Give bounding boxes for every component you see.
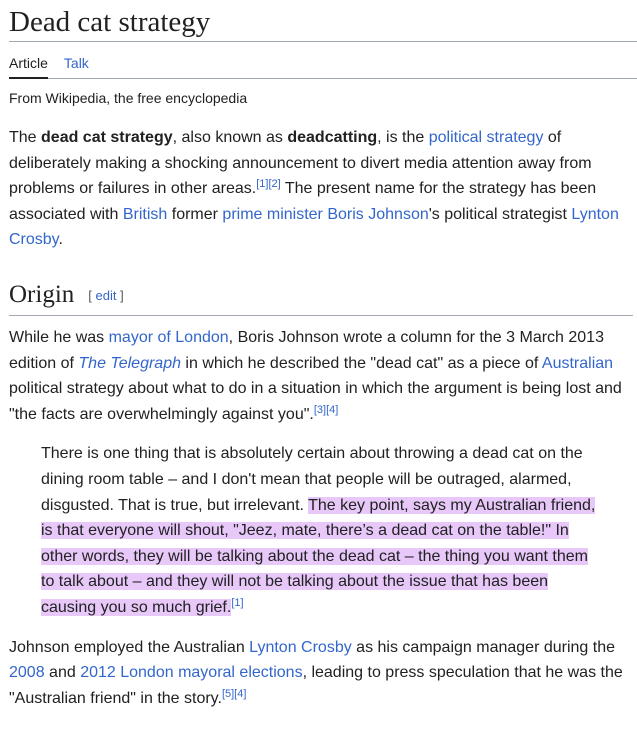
link-lynton-crosby[interactable]: Lynton Crosby (249, 638, 352, 656)
origin-paragraph-2 (9, 635, 629, 712)
bold-term-dead-cat-strategy: dead cat strategy (41, 129, 173, 146)
lead-paragraph (9, 125, 624, 253)
link-prime-minister[interactable]: prime minister (222, 205, 323, 223)
text: and (44, 664, 81, 682)
text: , also known as (172, 129, 288, 146)
citation-4[interactable]: [4] (326, 403, 339, 416)
page-title: Dead cat strategy (9, 0, 637, 42)
text: former (167, 205, 223, 223)
origin-paragraph-1 (9, 325, 624, 427)
citation-3[interactable]: [3] (313, 403, 327, 416)
link-the-telegraph[interactable]: The Telegraph (78, 354, 181, 372)
edit-bracket: [ (88, 287, 96, 303)
site-tagline: From Wikipedia, the free encyclopedia (9, 90, 248, 106)
link-2008[interactable]: 2008 (9, 664, 45, 682)
citation-4[interactable]: [4] (234, 687, 247, 700)
link-lynton-crosby[interactable]: Lynton Crosby (9, 205, 619, 249)
text: Johnson employed the Australian (9, 638, 250, 656)
bold-term-deadcatting: deadcatting (287, 129, 378, 146)
section-heading-origin (9, 279, 633, 316)
block-quote (9, 441, 601, 620)
edit-section-link (88, 288, 123, 303)
text: of deliberately making a shocking announcement to divert media attention away from problems or failures in other areas. (9, 129, 592, 198)
text: , is the (377, 129, 429, 146)
citation-1[interactable]: [1] (231, 596, 244, 609)
text: in which he described the "dead cat" as a piece of (180, 354, 542, 372)
text: , Boris Johnson wrote a column for the 3 March 2013 edition of (9, 328, 604, 372)
highlighted-quote-text: The key point, says my Australian friend, is that everyone will shout, "Jeez, mate, there’s a dead cat on the table!" In other words, they will be talking about the dead cat – the thing you want them to talk about – and they will not be talking about the issue that has been causing you so much grief. (41, 496, 596, 616)
edit-link[interactable]: edit (95, 287, 117, 303)
text: The present name for the strategy has been associated with (9, 180, 597, 223)
text: While he was (9, 328, 109, 346)
text: The (9, 129, 42, 146)
link-boris-johnson[interactable]: Boris Johnson (327, 205, 429, 223)
citation-5[interactable]: [5] (221, 687, 235, 700)
tab-article[interactable]: Article (9, 55, 48, 79)
namespace-tabs (9, 42, 637, 79)
citation-2[interactable]: [2] (268, 178, 281, 191)
text: , leading to press speculation that he was the "Australian friend" in the story. (9, 664, 623, 707)
link-political-strategy[interactable]: political strategy (428, 129, 544, 146)
text: political strategy about what to do in a situation in which the argument is being lost and "the facts are overwhelmingly against you". (9, 380, 622, 423)
citation-1[interactable]: [1] (256, 178, 269, 191)
link-british[interactable]: British (122, 205, 168, 223)
text: 's political strategist (428, 205, 572, 223)
link-2012-london-mayoral-elections[interactable]: 2012 London mayoral elections (80, 664, 303, 682)
section-title: Origin (9, 280, 75, 308)
text: . (58, 231, 63, 249)
quote-text: There is one thing that is absolutely certain about throwing a dead cat on the dining room table – and I don't mean that people will be outraged, alarmed, disgusted. That is true, but irrelevant. (41, 445, 583, 514)
edit-bracket: ] (116, 287, 124, 303)
tab-talk[interactable]: Talk (63, 55, 89, 71)
link-australian[interactable]: Australian (541, 354, 614, 372)
link-mayor-of-london[interactable]: mayor of London (108, 328, 229, 346)
text: as his campaign manager during the (351, 638, 615, 656)
